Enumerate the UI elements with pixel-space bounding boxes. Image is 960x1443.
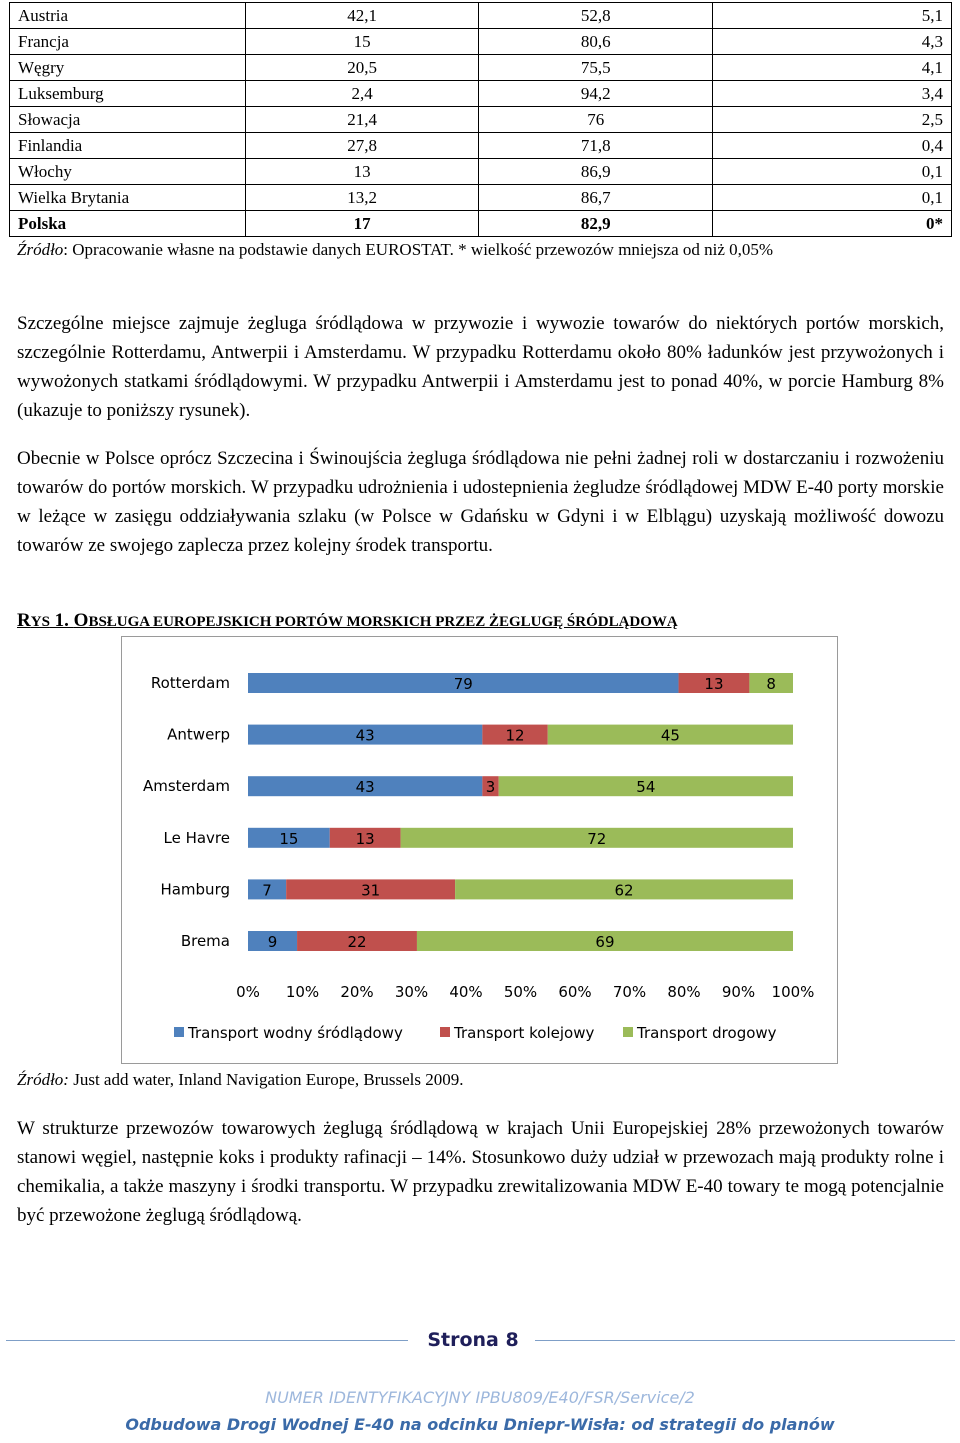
data-label: 13 [355, 829, 375, 848]
table-row [10, 133, 952, 159]
value-cell: 0* [713, 211, 952, 237]
value-cell: 2,5 [713, 107, 952, 133]
footer-rule-right [535, 1340, 955, 1341]
x-tick-label: 70% [612, 983, 647, 1001]
legend-label: Transport drogowy [637, 1024, 777, 1042]
value-cell: 0,1 [713, 159, 952, 185]
value-cell: 17 [245, 211, 479, 237]
data-label: 8 [766, 675, 776, 693]
table-row [10, 159, 952, 185]
value-cell: 71,8 [479, 133, 713, 159]
value-cell: 94,2 [479, 81, 713, 107]
data-label: 31 [361, 881, 381, 900]
table-row [10, 185, 952, 211]
data-label: 9 [267, 933, 278, 951]
figure-source-note [17, 1070, 463, 1090]
category-label: Brema [180, 932, 230, 950]
x-tick-label: 40% [449, 983, 483, 1001]
value-cell: 86,7 [479, 185, 713, 211]
country-cell: Wielka Brytania [10, 185, 246, 211]
value-cell: 82,9 [479, 211, 713, 237]
data-label: 72 [587, 829, 607, 848]
footer-rule-left [6, 1340, 408, 1341]
paragraph-poland-ports: Obecnie w Polsce oprócz Szczecina i Świnoujścia żegluga śródlądowa nie pełni żadnej roli w dostarczaniu i rozwożeniu towarów do portów morskich. W przypadku udrożnienia i udostepnienia żegludze śródlądowej MDW E-40 porty morskie w leżące w zasięgu oddziaływania szlaku (w Polsce w Gdańsku w Gdyni i w Elblągu) uzyskają możliwość dowozu towarów ze swojego zaplecza przez kolejny środek transportu. [17, 448, 944, 556]
value-cell: 13,2 [245, 185, 479, 211]
transport-share-table [9, 2, 952, 237]
country-cell: Słowacja [10, 107, 246, 133]
source-text: Just add water, Inland Navigation Europe, Brussels 2009. [68, 1070, 464, 1089]
data-label: 7 [262, 881, 272, 900]
country-cell: Luksemburg [10, 81, 246, 107]
value-cell: 0,1 [713, 185, 952, 211]
page-number: Strona 8 [427, 1329, 519, 1351]
data-label: 54 [636, 778, 656, 797]
data-label: 43 [355, 726, 375, 745]
data-label: 12 [505, 726, 525, 745]
table-row [10, 55, 952, 81]
country-cell: Węgry [10, 55, 246, 81]
country-cell: Austria [10, 3, 246, 29]
data-label: 79 [453, 675, 473, 693]
table-row [10, 81, 952, 107]
project-id: NUMER IDENTYFIKACYJNY IPBU809/E40/FSR/Service/2 [265, 1388, 695, 1407]
x-tick-label: 90% [721, 983, 756, 1001]
x-tick-label: 50% [503, 983, 538, 1001]
source-label: Źródło: [17, 1070, 69, 1089]
chart-frame [121, 636, 838, 1064]
value-cell: 3,4 [713, 81, 952, 107]
table-row [10, 29, 952, 55]
category-label: Rotterdam [150, 674, 230, 692]
data-label: 13 [704, 675, 724, 693]
source-label: Źródło [17, 240, 64, 259]
stacked-bar-chart [122, 637, 837, 1063]
value-cell: 52,8 [479, 3, 713, 29]
category-label: Le Havre [163, 828, 230, 847]
value-cell: 13 [245, 159, 479, 185]
data-label: 45 [660, 726, 680, 745]
data-label: 62 [614, 881, 634, 900]
value-cell: 4,3 [713, 29, 952, 55]
x-tick-label: 60% [558, 983, 592, 1001]
value-cell: 75,5 [479, 55, 713, 81]
legend-swatch [623, 1027, 633, 1037]
data-label: 15 [279, 829, 299, 848]
x-tick-label: 10% [285, 983, 320, 1001]
table-source-note [17, 240, 773, 260]
x-tick-label: 0% [236, 983, 260, 1001]
country-cell: Włochy [10, 159, 246, 185]
value-cell: 5,1 [713, 3, 952, 29]
table-row [10, 3, 952, 29]
country-cell: Francja [10, 29, 246, 55]
legend-swatch [174, 1027, 184, 1037]
value-cell: 80,6 [479, 29, 713, 55]
table-row [10, 211, 952, 237]
paragraph-cargo-structure: W strukturze przewozów towarowych żeglugą śródlądową w krajach Unii Europejskiej 28% przewożonych towarów stanowi węgiel, następnie koks i produkty rafinacji – 14%. Stosunkowo duży udział w przewozach mają produkty rolne i chemikalia, a także maszyny i środki transportu. W przypadku zrewitalizowania MDW E-40 towary te mogą potencjalnie być przewożone żeglugą śródlądową. [17, 1118, 944, 1226]
table-row [10, 107, 952, 133]
source-text: : Opracowanie własne na podstawie danych EUROSTAT. * wielkość przewozów mniejsza od niż 0,05% [63, 240, 774, 259]
category-label: Antwerp [167, 725, 230, 744]
x-tick-label: 100% [771, 983, 815, 1001]
data-label: 3 [485, 778, 496, 797]
value-cell: 20,5 [245, 55, 479, 81]
x-tick-label: 30% [394, 983, 429, 1001]
value-cell: 21,4 [245, 107, 479, 133]
data-label: 43 [355, 778, 375, 797]
value-cell: 27,8 [245, 133, 479, 159]
figure-title: RYS 1. OBSŁUGA EUROPEJSKICH PORTÓW MORSKICH PRZEZ ŻEGLUGĘ ŚRÓDLĄDOWĄ [17, 610, 678, 631]
data-label: 69 [595, 933, 615, 951]
value-cell: 2,4 [245, 81, 479, 107]
project-title: Odbudowa Drogi Wodnej E-40 na odcinku Dniepr-Wisła: od strategii do planów [125, 1415, 835, 1434]
value-cell: 76 [479, 107, 713, 133]
value-cell: 42,1 [245, 3, 479, 29]
legend-label: Transport wodny śródlądowy [188, 1024, 403, 1042]
legend-swatch [440, 1027, 450, 1037]
paragraph-inland-ports: Szczególne miejsce zajmuje żegluga śródlądowa w przywozie i wywozie towarów do niektórych portów morskich, szczególnie Rotterdamu, Antwerpii i Amsterdamu. W przypadku Rotterdamu około 80% ładunków jest przywożonych i wywożonych statkami śródlądowymi. W przypadku Antwerpii i Amsterdamu jest to ponad 40%, w porcie Hamburg 8% (ukazuje to poniższy rysunek). [17, 313, 944, 421]
country-cell: Polska [10, 211, 246, 237]
value-cell: 86,9 [479, 159, 713, 185]
data-label: 22 [347, 933, 367, 951]
legend-label: Transport kolejowy [454, 1024, 595, 1042]
value-cell: 0,4 [713, 133, 952, 159]
country-cell: Finlandia [10, 133, 246, 159]
x-tick-label: 20% [340, 983, 374, 1001]
value-cell: 15 [245, 29, 479, 55]
value-cell: 4,1 [713, 55, 952, 81]
category-label: Amsterdam [142, 777, 230, 796]
category-label: Hamburg [160, 880, 230, 899]
x-tick-label: 80% [667, 983, 701, 1001]
